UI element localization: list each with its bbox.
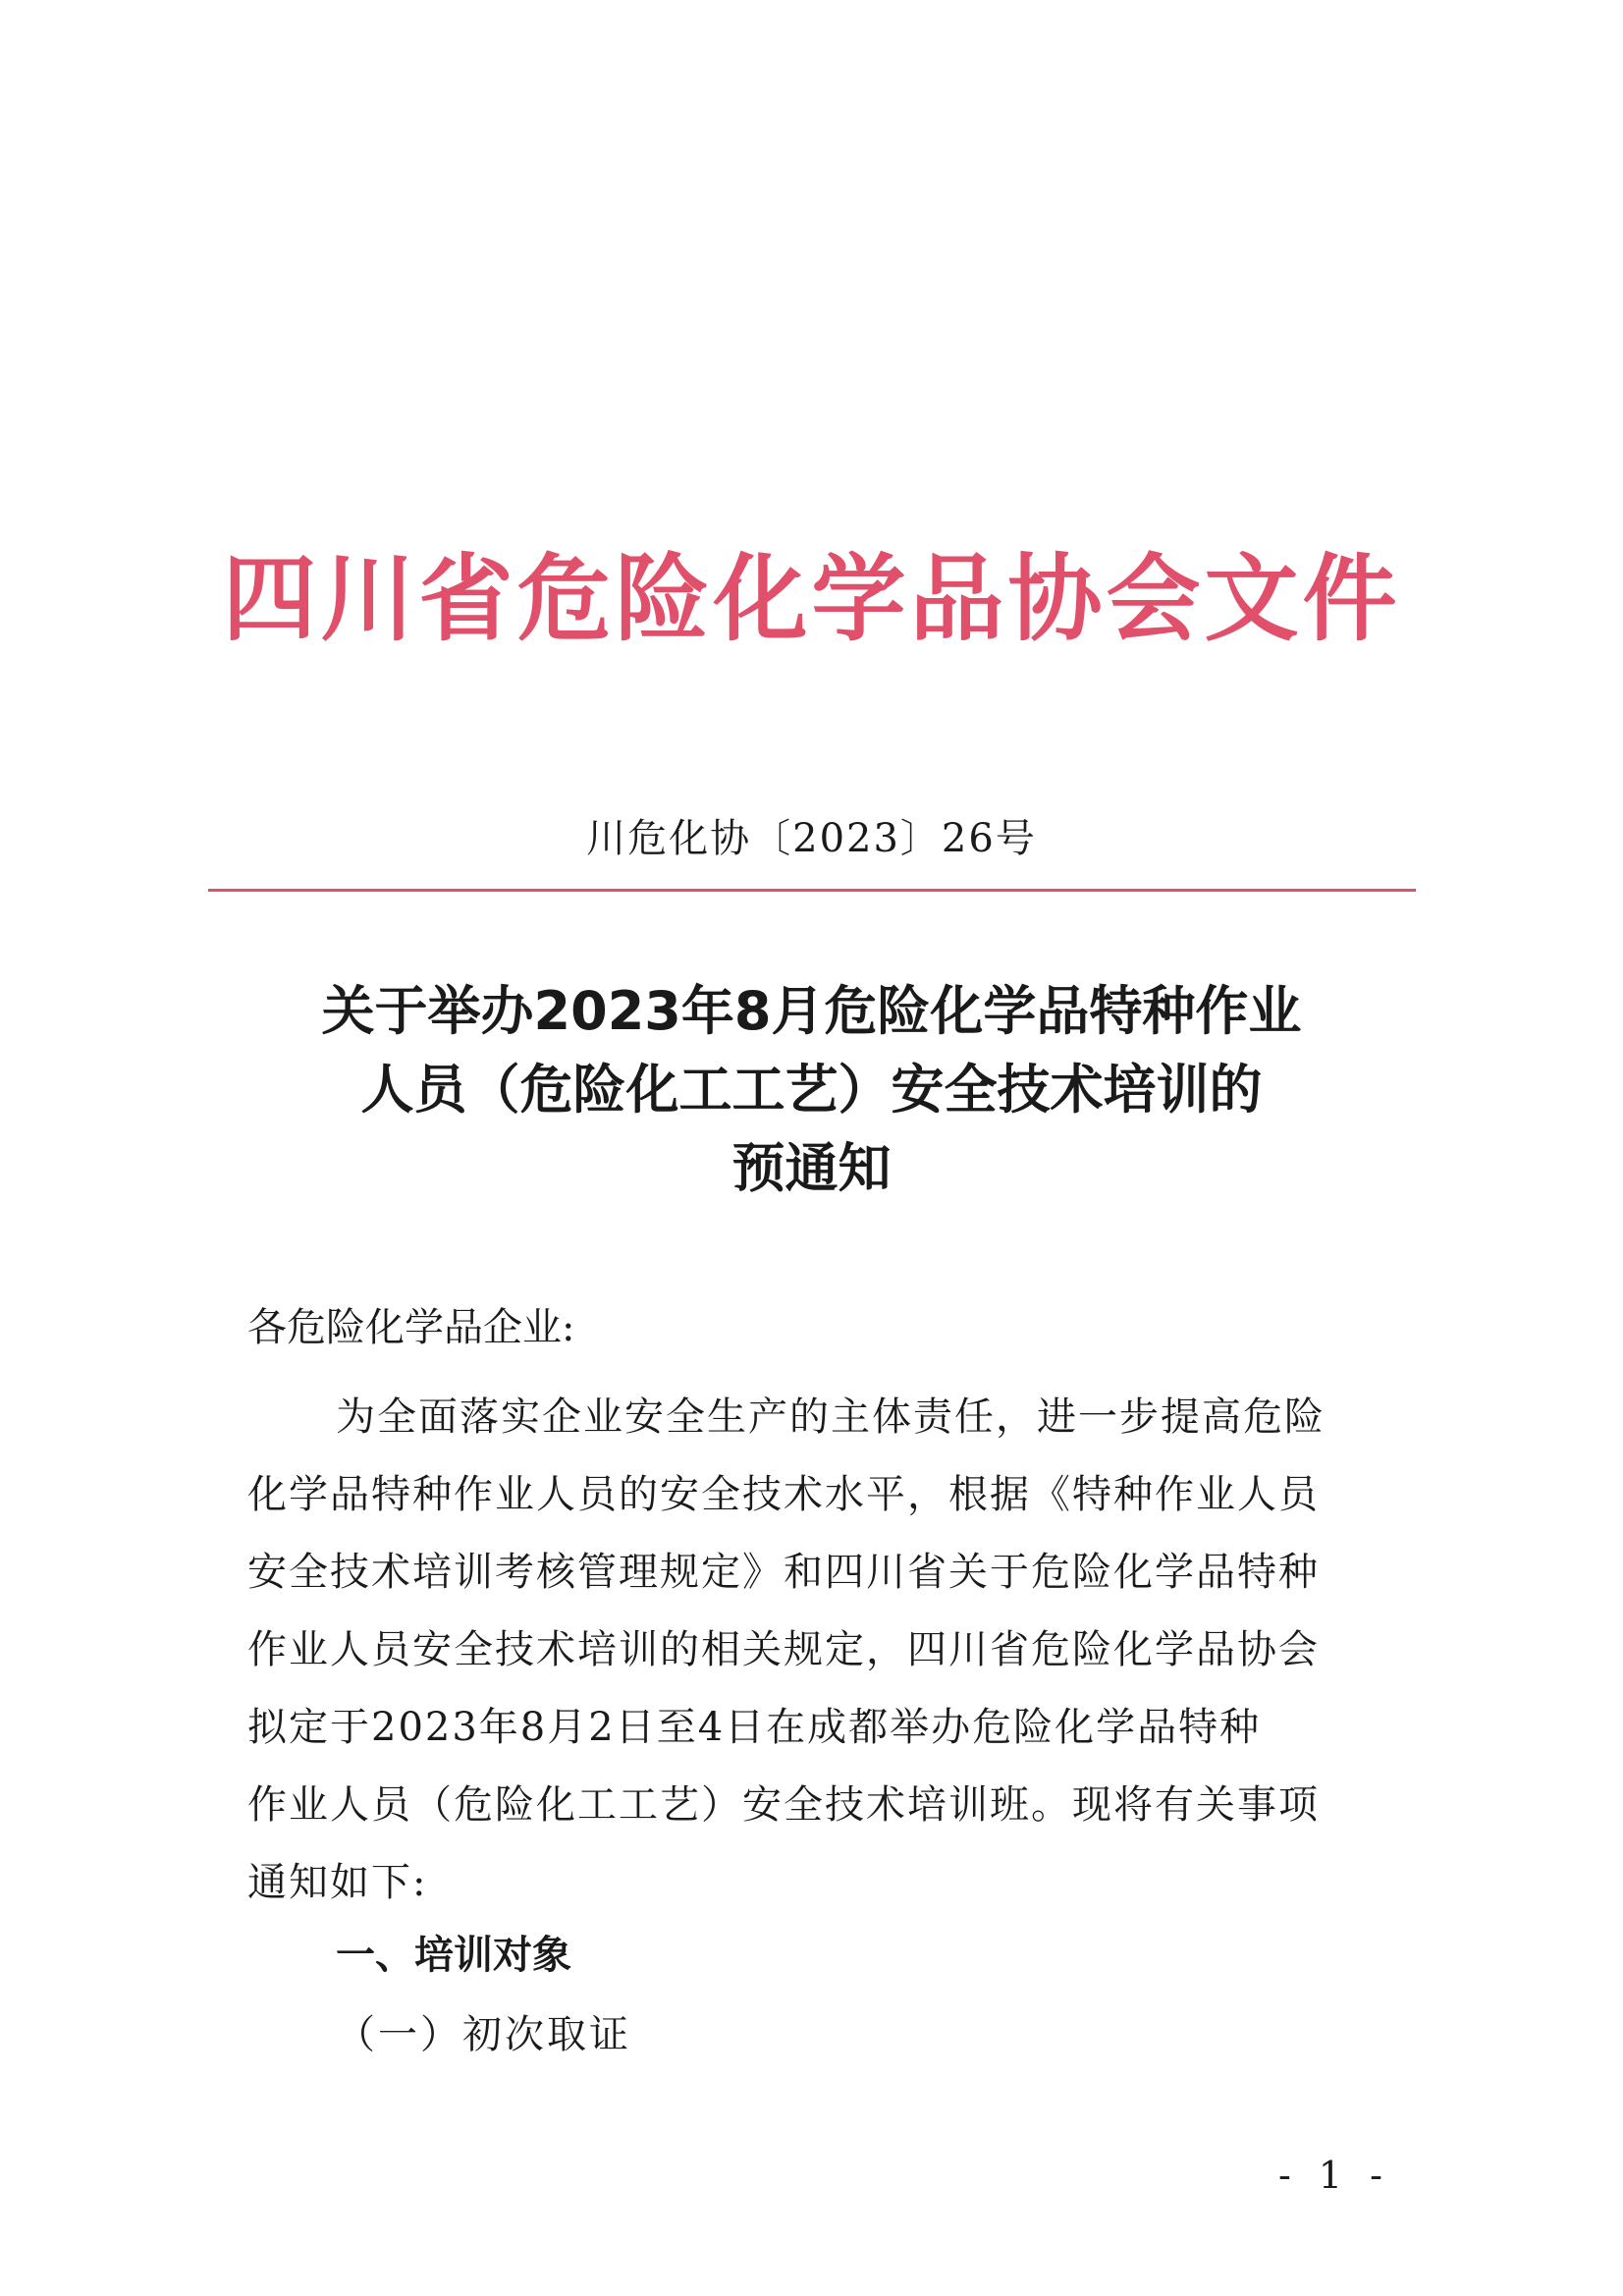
- body-paragraph: [247, 1379, 1386, 1922]
- body-line: 安全技术培训考核管理规定》和四川省关于危险化学品特种: [247, 1550, 1320, 1595]
- red-divider-line: [208, 889, 1416, 892]
- title-line: 关于举办2023年8月危险化学品特种作业: [321, 980, 1302, 1042]
- organization-header: 四川省危险化学品协会文件: [222, 544, 1401, 654]
- body-line: 化学品特种作业人员的安全技术水平，根据《特种作业人员: [247, 1472, 1320, 1517]
- title-line: 人员（危险化工工艺）安全技术培训的: [360, 1059, 1263, 1121]
- body-line: 为全面落实企业安全生产的主体责任，进一步提高危险: [336, 1394, 1325, 1440]
- body-line: 作业人员安全技术培训的相关规定，四川省危险化学品协会: [247, 1627, 1320, 1672]
- document-title: [157, 972, 1466, 1208]
- title-line: 预通知: [731, 1137, 892, 1199]
- document-number: 川危化协〔2023〕26号: [586, 816, 1037, 861]
- section-heading: 一、培训对象: [336, 1933, 571, 1978]
- salutation: 各危险化学品企业:: [247, 1305, 575, 1350]
- body-line: 作业人员（危险化工工艺）安全技术培训班。现将有关事项: [247, 1782, 1320, 1828]
- body-line: 通知如下:: [247, 1860, 428, 1905]
- subsection-heading: （一）初次取证: [336, 2012, 631, 2057]
- page-number: - 1 -: [1278, 2154, 1391, 2197]
- body-line: 拟定于2023年8月2日至4日在成都举办危险化学品特种: [247, 1705, 1262, 1750]
